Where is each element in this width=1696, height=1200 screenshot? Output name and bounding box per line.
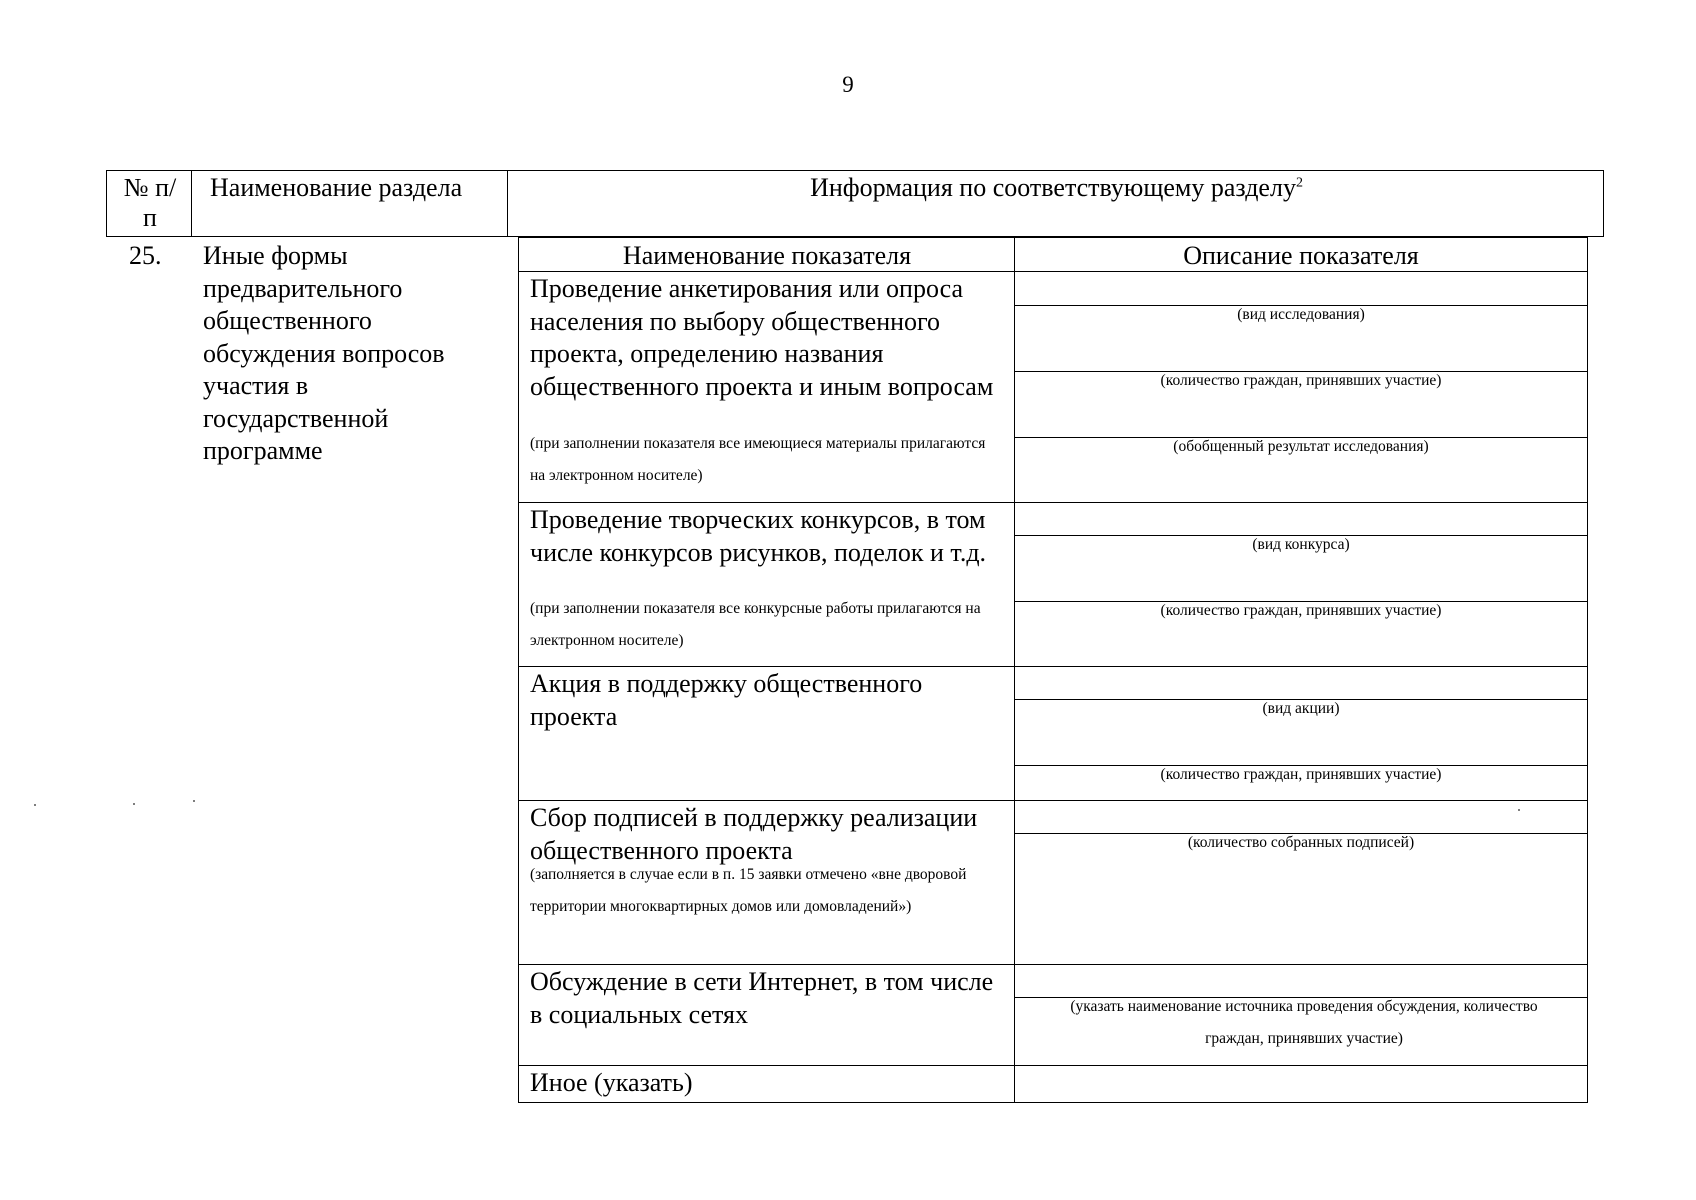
subheader-line: [518, 271, 1588, 272]
indicator-title: Проведение творческих конкурсов, в том числе конкурсов рисунков, поделок и т.д.: [530, 505, 987, 567]
column-divider: [1014, 237, 1015, 1103]
header-section-label: Наименование раздела: [210, 173, 463, 202]
description-caption: (количество собранных подписей): [1187, 834, 1415, 851]
indicator-note: (при заполнении показателя все имеющиеся материалы прилагаются на электронном носителе): [530, 435, 986, 484]
indicator-title: Проведение анкетирования или опроса населения по выбору общественного проекта, определению названия общественного проекта и иным вопросам: [530, 274, 994, 401]
header-info-cell: [507, 170, 1604, 237]
indicator-note: (при заполнении показателя все конкурсные работы прилагаются на электронном носителе): [530, 600, 981, 649]
scan-speck: [34, 804, 36, 806]
footnote-marker: 2: [1295, 175, 1303, 191]
description-caption: (количество граждан, принявших участие): [1160, 372, 1442, 389]
header-info-text: Информация по соответствующему разделу: [810, 173, 1296, 202]
description-caption: (количество граждан, принявших участие): [1160, 602, 1442, 619]
page-number: 9: [842, 72, 854, 97]
indicator-title: Обсуждение в сети Интернет, в том числе в социальных сетях: [530, 967, 994, 1029]
scan-speck: [1518, 809, 1520, 811]
row-separator: [518, 502, 1588, 503]
row-section-name: Иные формы предварительного общественного обсуждения вопросов участия в государственной программе: [203, 241, 445, 465]
col-description-header: Описание показателя: [1183, 241, 1419, 270]
scan-speck: [193, 800, 195, 802]
indicator-title: Сбор подписей в поддержку реализации общественного проекта: [530, 803, 978, 865]
description-caption: (обобщенный результат исследования): [1173, 438, 1429, 455]
header-num-cell: [106, 170, 192, 237]
indicator-title: Акция в поддержку общественного проекта: [530, 669, 923, 731]
header-num-label: № п/п: [123, 173, 177, 232]
scan-speck: [133, 803, 135, 805]
description-caption: (вид конкурса): [1252, 536, 1350, 553]
description-caption: (количество граждан, принявших участие): [1160, 766, 1442, 783]
row-number: 25.: [129, 241, 162, 270]
header-section-cell: [191, 170, 508, 237]
description-caption: (вид исследования): [1237, 306, 1365, 323]
description-caption: (вид акции): [1262, 700, 1340, 717]
indicator-title: Иное (указать): [530, 1068, 693, 1097]
col-indicator-header: Наименование показателя: [622, 241, 912, 270]
header-info-label: [508, 173, 1605, 203]
row-separator: [518, 1065, 1588, 1066]
row-separator: [518, 666, 1588, 667]
description-caption: (указать наименование источника проведения обсуждения, количество граждан, принявших участие): [1070, 998, 1538, 1047]
indicator-note: (заполняется в случае если в п. 15 заявки отмечено «вне дворовой территории многоквартирных домов или домовладений»): [530, 866, 967, 915]
row-separator: [518, 800, 1588, 801]
row-separator: [518, 964, 1588, 965]
